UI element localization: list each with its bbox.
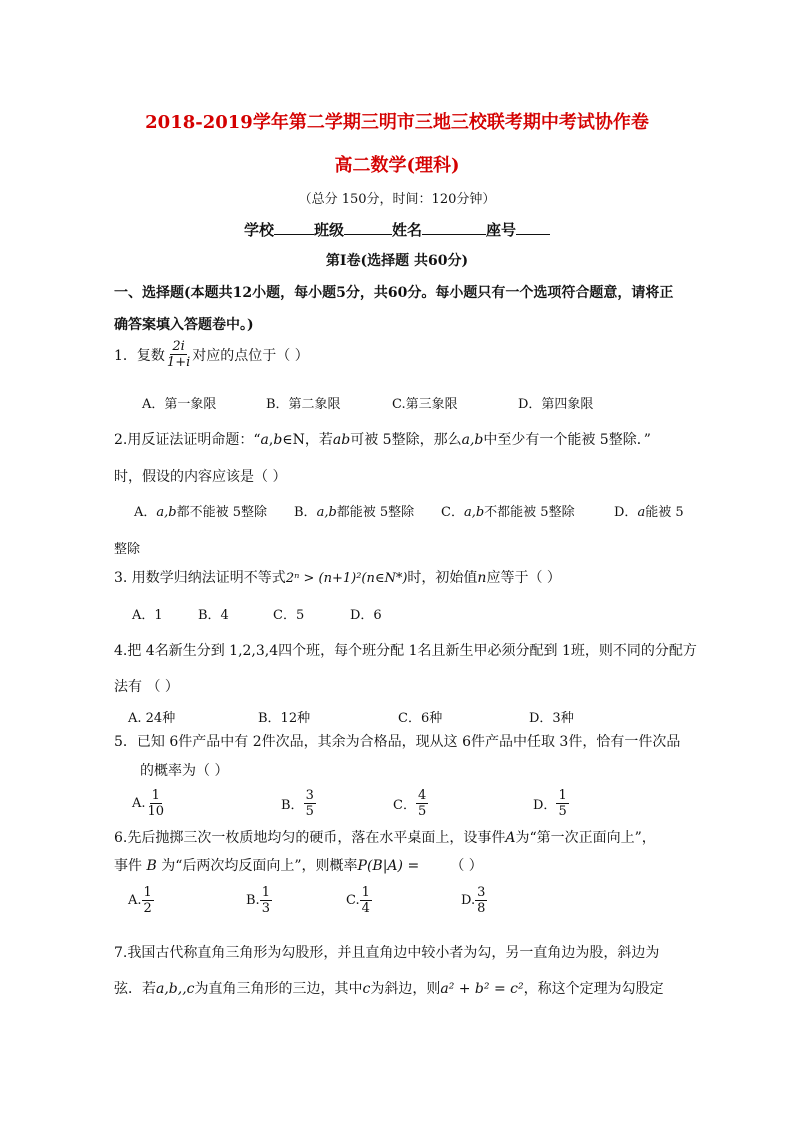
q6-option-b bbox=[246, 885, 272, 916]
q2-d-math: a bbox=[637, 505, 646, 520]
q4-option-b: B．12种 bbox=[258, 711, 311, 726]
exam-meta: （总分 150分，时间：120分钟） bbox=[298, 192, 496, 207]
q5-c-label: C． bbox=[393, 798, 416, 813]
q7-math-c: c bbox=[362, 981, 371, 997]
school-blank bbox=[274, 218, 314, 235]
q6-c-label: C. bbox=[346, 893, 360, 908]
q6-text-a: 6.先后抛掷三次一枚质地均匀的硬币，落在水平桌面上，设事件 bbox=[114, 830, 506, 846]
q7-text-d: ，称这个定理为勾股定 bbox=[523, 981, 664, 997]
q2-c-text: 不都能被 5整除 bbox=[484, 505, 575, 520]
question-4-line2: 法有 （ ） bbox=[114, 679, 179, 695]
q4-option-d: D．3种 bbox=[529, 711, 574, 726]
q7-text-a: 弦．若 bbox=[114, 981, 156, 997]
q5-b-label: B． bbox=[281, 798, 304, 813]
q3-text-a: 3. 用数学归纳法证明不等式 bbox=[114, 570, 286, 586]
question-5-line2: 的概率为（ ） bbox=[140, 763, 229, 779]
section-instruction-line2: 确答案填入答题卷中。) bbox=[114, 317, 254, 333]
q6-b-num: 1 bbox=[261, 885, 270, 900]
q6-math-b: B bbox=[146, 858, 157, 874]
q2-math-a: a bbox=[260, 432, 269, 448]
exam-title: 2018-2019学年第二学期三明市三地三校联考期中考试协作卷 bbox=[145, 112, 649, 133]
q2-a-label: A． bbox=[134, 505, 157, 520]
q6-b-label: B. bbox=[246, 893, 260, 908]
q5-option-a bbox=[132, 788, 166, 819]
student-info-line bbox=[0, 218, 794, 240]
q5-d-label: D． bbox=[533, 798, 557, 813]
q1-option-d: D．第四象限 bbox=[518, 397, 594, 412]
q5-d-num: 1 bbox=[558, 788, 567, 803]
seat-label: 座号 bbox=[486, 221, 517, 239]
name-label: 姓名 bbox=[392, 221, 423, 239]
q6-a-den: 2 bbox=[143, 901, 152, 916]
question-5-line1: 5．已知 6件产品中有 2件次品，其余为合格品，现从这 6件产品中任取 3件，恰有一件次品 bbox=[114, 734, 681, 750]
q7-text-c: 为斜边，则 bbox=[370, 981, 441, 997]
q6-d-label: D. bbox=[461, 893, 476, 908]
question-7-line2 bbox=[114, 978, 664, 998]
question-6-line2 bbox=[114, 855, 483, 875]
q2-a-text: 都不能被 5整除 bbox=[176, 505, 268, 520]
name-blank bbox=[422, 218, 486, 235]
q3-option-d: D．6 bbox=[350, 608, 382, 623]
q5-c-num: 4 bbox=[417, 788, 427, 803]
q7-equation: a² + b² = c² bbox=[440, 981, 524, 997]
q1-fraction bbox=[165, 339, 192, 370]
q2-text-c: 可被 5整除，那么 bbox=[350, 432, 462, 448]
q2-option-d bbox=[614, 501, 684, 520]
q7-text-b: 为直角三角形的三边，其中 bbox=[194, 981, 363, 997]
q2-option-b bbox=[294, 501, 414, 520]
q4-option-a: A. 24种 bbox=[128, 711, 176, 726]
q1-option-c: C.第三象限 bbox=[392, 397, 458, 412]
question-6-line1 bbox=[114, 827, 656, 847]
q2-b-text: 都能被 5整除 bbox=[336, 505, 415, 520]
q5-a-label: A. bbox=[132, 796, 146, 811]
q6-text-b: 为“第一次正面向上”， bbox=[515, 830, 656, 846]
q2-d-text: 能被 5 bbox=[645, 505, 684, 520]
q3-math-n: n bbox=[477, 570, 487, 586]
q2-in-n: ∈N bbox=[282, 432, 305, 448]
q6-text-d: 为“后两次均反面向上”，则概率 bbox=[161, 858, 358, 874]
section-instruction-line1: 一、选择题(本题共12小题，每小题5分，共60分。每小题只有一个选项符合题意，请将正 bbox=[114, 285, 674, 301]
q3-option-a: A．1 bbox=[132, 608, 163, 623]
q6-option-d bbox=[461, 885, 487, 916]
q2-text-b: ，若 bbox=[304, 432, 333, 448]
question-1 bbox=[114, 339, 309, 370]
q5-option-c bbox=[393, 788, 428, 819]
q6-c-num: 1 bbox=[361, 885, 370, 900]
q1-frac-num: 2i bbox=[172, 339, 185, 354]
q6-probability: P(B|A) = bbox=[357, 858, 420, 874]
q5-c-den: 5 bbox=[417, 804, 427, 819]
q5-d-den: 5 bbox=[558, 804, 567, 819]
q2-option-a bbox=[134, 501, 267, 520]
q2-a-math: a,b bbox=[156, 505, 177, 520]
q6-option-c bbox=[346, 885, 372, 916]
q1-prefix: 1．复数 bbox=[114, 347, 165, 364]
q6-d-num: 3 bbox=[477, 885, 486, 900]
q6-option-a bbox=[128, 885, 154, 916]
q3-option-b: B．4 bbox=[198, 608, 229, 623]
question-3 bbox=[114, 567, 561, 587]
q6-a-fraction bbox=[142, 885, 154, 916]
seat-blank bbox=[516, 218, 550, 235]
volume-heading: 第Ⅰ卷(选择题 共60分) bbox=[325, 253, 469, 269]
q2-text-a: 2.用反证法证明命题：“ bbox=[114, 432, 261, 448]
q5-c-fraction bbox=[416, 788, 428, 819]
q2-math-b: b bbox=[273, 432, 283, 448]
q4-option-c: C．6种 bbox=[398, 711, 443, 726]
q2-b-math: a,b bbox=[316, 505, 337, 520]
q2-d-label: D． bbox=[614, 505, 638, 520]
q1-suffix: 对应的点位于（ ） bbox=[192, 347, 309, 364]
q5-a-fraction bbox=[146, 788, 167, 819]
q5-option-b bbox=[281, 788, 316, 819]
q1-option-b: B．第二象限 bbox=[266, 397, 341, 412]
q2-b-label: B． bbox=[294, 505, 317, 520]
question-7-line1: 7.我国古代称直角三角形为勾股形，并且直角边中较小者为勾，另一直角边为股，斜边为 bbox=[114, 945, 660, 961]
q5-a-num: 1 bbox=[151, 788, 160, 803]
q6-answer-paren: （ ） bbox=[450, 858, 483, 874]
q1-option-a: A．第一象限 bbox=[142, 397, 217, 412]
class-label: 班级 bbox=[313, 221, 344, 239]
q2-math-a-b: a,b bbox=[461, 432, 484, 448]
q6-d-den: 8 bbox=[477, 901, 486, 916]
q5-b-fraction bbox=[304, 788, 316, 819]
question-2-line2: 时，假设的内容应该是（ ） bbox=[114, 469, 287, 485]
q2-math-ab: ab bbox=[332, 432, 351, 448]
q5-option-d bbox=[533, 788, 569, 819]
q6-a-label: A. bbox=[128, 893, 142, 908]
q2-option-d-continued: 整除 bbox=[114, 542, 141, 557]
q5-d-fraction bbox=[556, 788, 568, 819]
q6-d-fraction bbox=[475, 885, 487, 916]
q5-a-den: 10 bbox=[147, 804, 165, 819]
q7-math-abc: a,b,,c bbox=[156, 981, 195, 997]
q2-option-c bbox=[441, 501, 575, 520]
q2-c-math: a,b bbox=[463, 505, 485, 520]
q6-b-den: 3 bbox=[261, 901, 270, 916]
q6-c-den: 4 bbox=[361, 901, 370, 916]
q6-b-fraction bbox=[260, 885, 272, 916]
q6-math-a: A bbox=[505, 830, 516, 846]
q3-text-b: 时，初始值 bbox=[407, 570, 478, 586]
question-4-line1: 4.把 4名新生分到 1,2,3,4四个班，每个班分配 1名且新生甲必须分配到 1班，则不同的分配方 bbox=[114, 643, 697, 659]
q6-a-num: 1 bbox=[143, 885, 152, 900]
q3-inequality: 2ⁿ > (n+1)²(n∈N*) bbox=[285, 571, 408, 586]
q5-b-den: 5 bbox=[305, 804, 314, 819]
q2-text-d: 中至少有一个能被 5整除．” bbox=[483, 432, 651, 448]
q6-text-c: 事件 bbox=[114, 858, 142, 874]
q3-text-c: 应等于（ ） bbox=[486, 570, 561, 586]
q2-comma: , bbox=[268, 432, 274, 448]
class-blank bbox=[344, 218, 392, 235]
q1-frac-den: 1+i bbox=[166, 355, 191, 370]
question-2-line1 bbox=[114, 429, 651, 449]
q5-b-num: 3 bbox=[305, 788, 314, 803]
q2-c-label: C． bbox=[441, 505, 464, 520]
subject-title: 高二数学(理科) bbox=[334, 155, 460, 176]
q6-c-fraction bbox=[360, 885, 372, 916]
school-label: 学校 bbox=[243, 221, 274, 239]
q3-option-c: C．5 bbox=[273, 608, 305, 623]
